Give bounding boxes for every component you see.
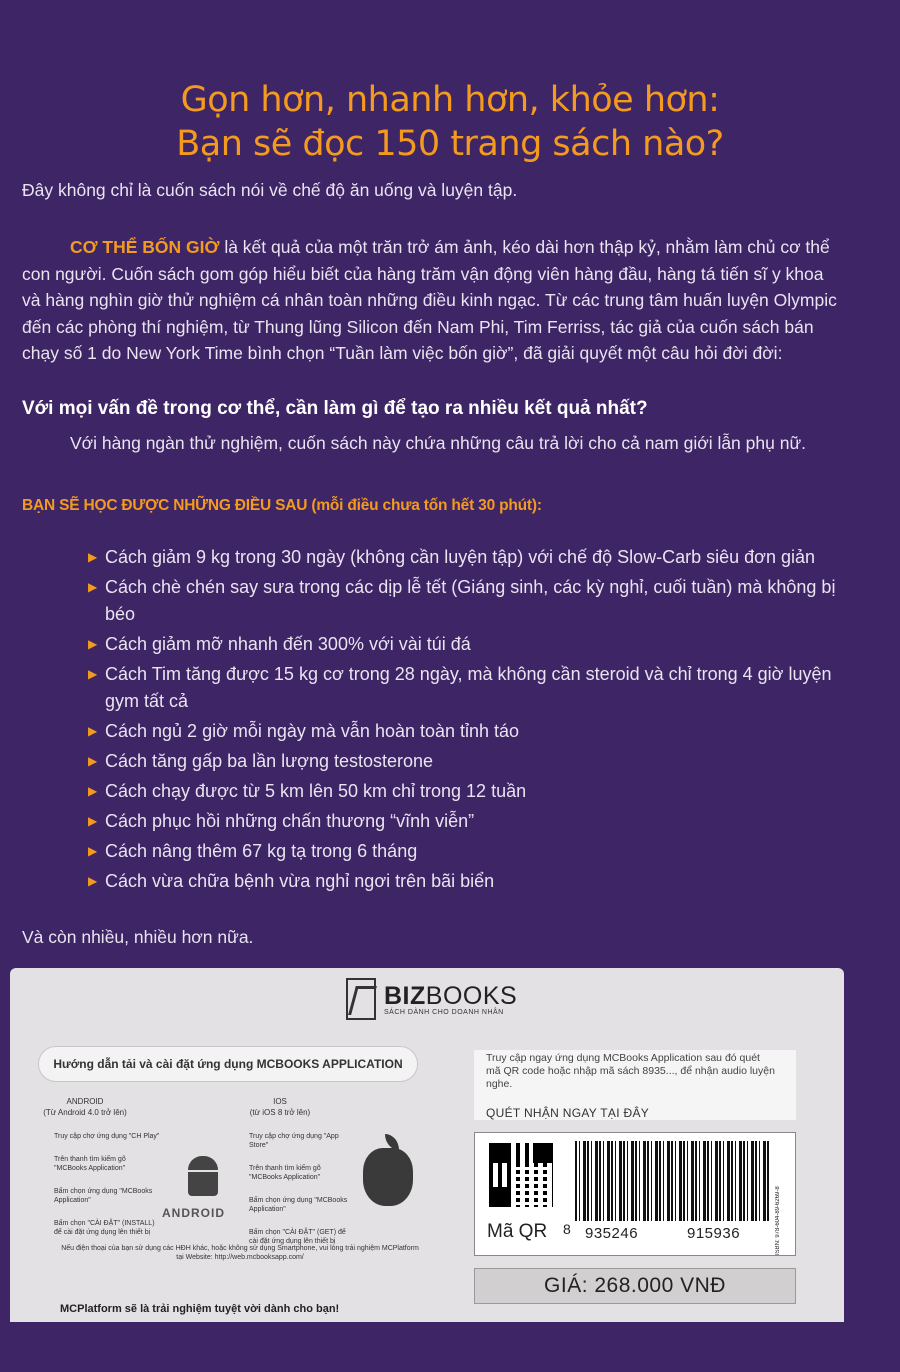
arrow-bullet-icon: ▶ [88,550,98,564]
description-body: là kết quả của một trăn trở ám ảnh, kéo dài hơn thập kỷ, nhằm làm chủ cơ thể con người. Cuốn sách gom góp hiểu biết của hàng trăm vận động viên hàng đầu, hàng tá tiến sĩ y khoa và hàng nghìn giờ thử nghiệm cá nhân toàn những điều kinh ngạc. Từ các trung tâm huấn luyện Olympic đến các phòng thí nghiệm, từ Thung lũng Silicon đến Nam Phi, Tim Ferriss, tác giả của cuốn sách bán chạy số 1 do New York Time bình chọn “Tuần làm việc bốn giờ”, đã giải quyết một câu hỏi đời đời: [22,237,837,363]
ios-instructions [245,1096,435,1246]
benefit-list [88,544,848,898]
arrow-bullet-icon: ▶ [88,637,98,651]
android-step: Trên thanh tìm kiếm gõ "MCBooks Application" [54,1156,126,1172]
list-item: ▶ Cách ngủ 2 giờ mỗi ngày mà vẫn hoàn toàn tỉnh táo [88,718,848,745]
headline [0,78,900,166]
list-item: ▶ Cách giảm mỡ nhanh đến 300% với vài túi đá [88,631,848,658]
learn-heading: BẠN SẼ HỌC ĐƯỢC NHỮNG ĐIỀU SAU (mỗi điều chưa tốn hết 30 phút): [22,497,542,514]
platform-tagline: MCPlatform sẽ là trải nghiệm tuyệt vời dành cho bạn! [60,1303,340,1315]
android-step: Bấm chọn ứng dụng "MCBooks Application" [54,1188,153,1204]
ios-step: Bấm chọn "CÀI ĐẶT" (GET) để cài đặt ứng dụng lên thiết bị [249,1229,346,1245]
list-item: ▶ Cách Tim tăng được 15 kg cơ trong 28 ngày, mà không cần steroid và chỉ trong 4 giờ luyện gym tất cả [88,661,848,715]
arrow-bullet-icon: ▶ [88,844,98,858]
ios-heading: IOS [273,1097,287,1106]
isbn-text: ISBN: 978-604-89-6269-8 [775,1186,781,1255]
ean-digits-right: 915936 [687,1225,741,1242]
barcode-icon [575,1141,771,1221]
arrow-bullet-icon: ▶ [88,724,98,738]
android-step: Truy cập chợ ứng dụng "CH Play" [54,1133,160,1140]
publisher-tagline: SÁCH DÀNH CHO DOANH NHÂN [384,1008,504,1016]
apple-icon [363,1148,413,1206]
access-instructions: Truy cập ngay ứng dụng MCBooks Application sau đó quét mã QR code hoặc nhập mã sách 8935..., để nhận audio luyện nghe. [486,1052,775,1090]
android-robot-icon [180,1156,226,1204]
headline-line-2: Bạn sẽ đọc 150 trang sách nào? [176,124,724,164]
app-install-guide [30,1046,430,1315]
intro-text: Đây không chỉ là cuốn sách nói về chế độ ăn uống và luyện tập. [22,180,518,200]
code-box [474,1132,796,1256]
list-item: ▶ Cách chè chén say sưa trong các dịp lễ tết (Giáng sinh, các kỳ nghỉ, cuối tuần) mà không bị béo [88,574,848,628]
list-item: ▶ Cách phục hồi những chấn thương “vĩnh viễn” [88,808,848,835]
android-logo-word: ANDROID [162,1206,225,1220]
answer-text: Với hàng ngàn thử nghiệm, cuốn sách này chứa những câu trả lời cho cả nam giới lẫn phụ nữ. [70,433,807,453]
ean-digit-left: 8 [563,1221,571,1237]
ios-step: Trên thanh tìm kiếm gõ "MCBooks Application" [249,1165,321,1181]
list-item: ▶ Cách giảm 9 kg trong 30 ngày (không cần luyện tập) với chế độ Slow-Carb siêu đơn giản [88,544,848,571]
arrow-bullet-icon: ▶ [88,784,98,798]
list-item: ▶ Cách chạy được từ 5 km lên 50 km chỉ trong 12 tuần [88,778,848,805]
list-item: ▶ Cách tăng gấp ba lần lượng testosterone [88,748,848,775]
ean-digits-middle: 935246 [585,1225,639,1242]
price-label: GIÁ: 268.000 VNĐ [474,1268,796,1304]
qr-label: Mã QR [487,1221,548,1242]
android-heading: ANDROID [66,1097,104,1106]
qr-code-icon [489,1143,553,1207]
guide-title: Hướng dẫn tải và cài đặt ứng dụng MCBOOKS APPLICATION [38,1046,418,1082]
publisher-logo [346,978,517,1020]
key-question: Với mọi vấn đề trong cơ thể, cần làm gì để tạo ra nhiều kết quả nhất? [22,398,648,419]
arrow-bullet-icon: ▶ [88,754,98,768]
ios-step: Truy cập chợ ứng dụng "App Store" [249,1133,339,1149]
info-panel [10,968,844,1322]
publisher-name: BIZBOOKS [384,981,518,1010]
android-requirement: (Từ Android 4.0 trở lên) [43,1108,127,1117]
arrow-bullet-icon: ▶ [88,667,98,681]
bizbooks-logo-icon [346,978,376,1020]
arrow-bullet-icon: ▶ [88,814,98,828]
other-os-note: Nếu điện thoại của bạn sử dụng các HĐH khác, hoặc không sử dụng Smartphone, vui lòng trải nghiệm MCPlatform tại Website: http://web.mcbooksapp.com/ [61,1245,419,1261]
audio-access-box [474,1050,796,1120]
android-step: Bấm chọn "CÀI ĐẶT" (INSTALL) để cài đặt ứng dụng lên thiết bị [54,1220,155,1236]
closing-text: Và còn nhiều, nhiều hơn nữa. [22,927,254,947]
headline-line-1: Gọn hơn, nhanh hơn, khỏe hơn: [180,80,720,120]
scan-cta: QUÉT NHẬN NGAY TẠI ĐÂY [486,1106,650,1120]
description-paragraph [22,234,844,367]
ios-requirement: (từ iOS 8 trở lên) [249,1108,311,1117]
list-item: ▶ Cách nâng thêm 67 kg tạ trong 6 tháng [88,838,848,865]
arrow-bullet-icon: ▶ [88,580,98,594]
book-title-lead: CƠ THỂ BỐN GIỜ [70,237,220,257]
list-item: ▶ Cách vừa chữa bệnh vừa nghỉ ngơi trên bãi biển [88,868,848,895]
ios-step: Bấm chọn ứng dụng "MCBooks Application" [249,1197,348,1213]
arrow-bullet-icon: ▶ [88,874,98,888]
